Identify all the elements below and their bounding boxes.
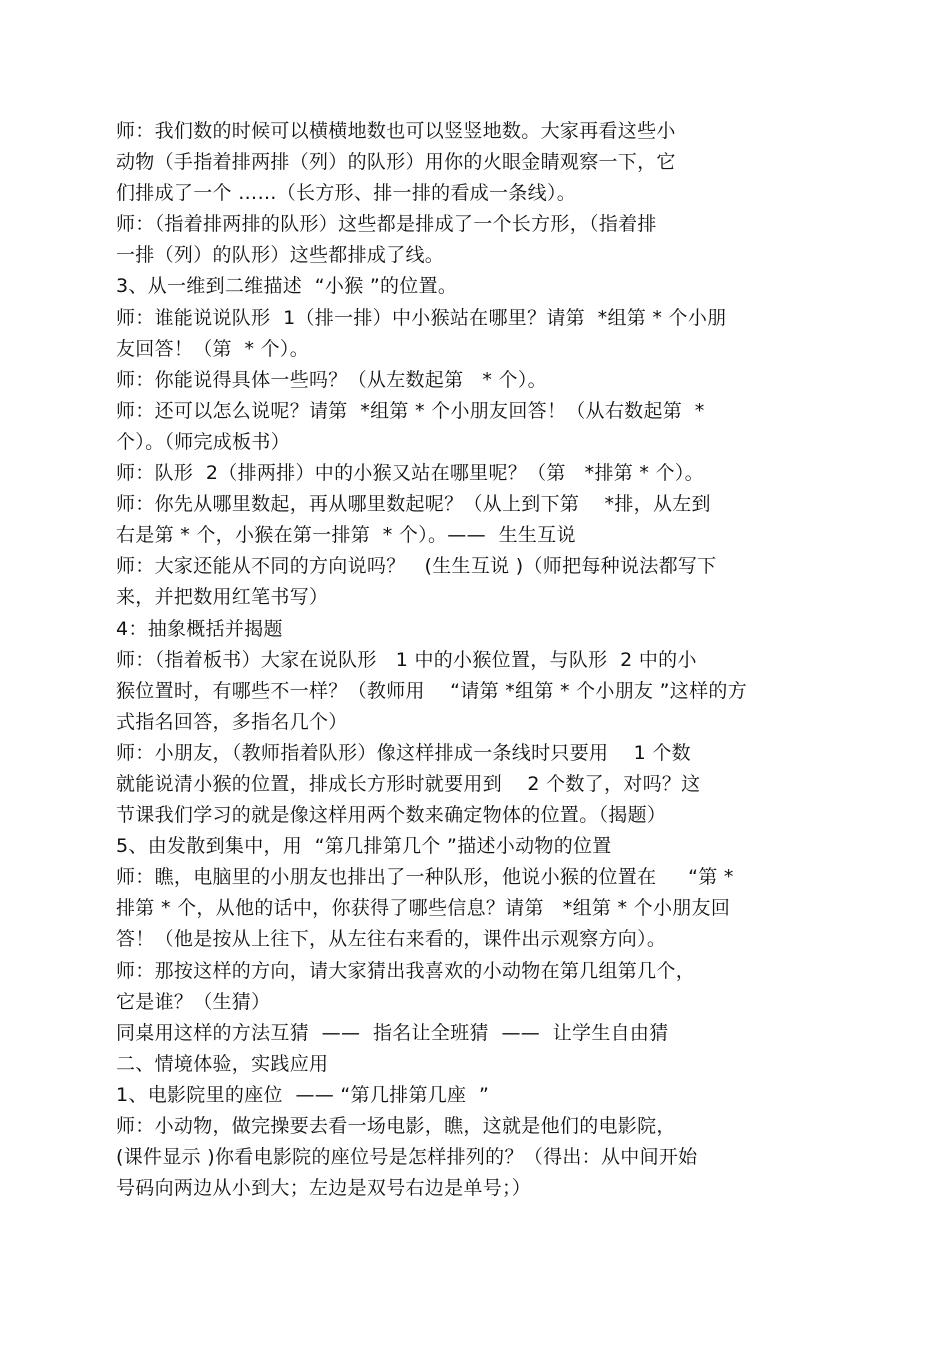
text-line: 猴位置时，有哪些不一样？（教师用 “请第 *组第 * 个小朋友 ”这样的方 — [116, 679, 748, 702]
text-line: 友回答！（第 * 个）。 — [116, 337, 310, 360]
text-line: 师：小动物，做完操要去看一场电影，瞧，这就是他们的电影院， — [116, 1115, 676, 1137]
text-line: 右是第 * 个，小猴在第一排第 * 个）。—— 生生互说 — [116, 524, 576, 547]
text-line: 来，并把数用红笔书写） — [116, 586, 329, 609]
text-line: 师：还可以怎么说呢？请第 *组第 * 个小朋友回答！（从右数起第 * — [116, 399, 705, 422]
text-line: 师：谁能说说队形 1（排一排）中小猴站在哪里？请第 *组第 * 个小朋 — [116, 306, 727, 329]
text-line: 师：小朋友，（教师指着队形）像这样排成一条线时只要用 1 个数 — [116, 741, 691, 764]
text-line: 动物（手指着排两排（列）的队形）用你的火眼金睛观察一下，它 — [116, 151, 676, 174]
text-line: 师：大家还能从不同的方向说吗？ (生生互说 )（师把每种说法都写下 — [116, 555, 717, 578]
text-line: 号码向两边从小到大；左边是双号右边是单号；） — [116, 1177, 532, 1200]
text-line: 师：队形 2（排两排）中的小猴又站在哪里呢？（第 *排第 * 个）。 — [116, 462, 704, 485]
text-line: 答！（他是按从上往下，从左往右来看的，课件出示观察方向）。 — [116, 928, 667, 951]
text-line: 师：那按这样的方向，请大家猜出我喜欢的小动物在第几组第几个， — [116, 959, 696, 982]
document-body — [116, 116, 846, 1204]
text-line: 式指名回答，多指名几个） — [116, 710, 348, 733]
text-line: 就能说清小猴的位置，排成长方形时就要用到 2 个数了，对吗？这 — [116, 772, 701, 795]
section-heading: 5、由发散到集中，用 “第几排第几个 ”描述小动物的位置 — [116, 835, 612, 858]
section-heading: 1、电影院里的座位 —— “第几排第几座 ” — [116, 1083, 490, 1106]
text-line: 排第 * 个，从他的话中，你获得了哪些信息？请第 *组第 * 个小朋友回 — [116, 897, 731, 920]
text-line: 个）。（师完成板书） — [116, 430, 291, 453]
text-line: 师：我们数的时候可以横横地数也可以竖竖地数。大家再看这些小 — [116, 120, 676, 142]
text-line: 师：（指着排两排的队形）这些都是排成了一个长方形，（指着排 — [116, 213, 657, 236]
text-line: 师：你先从哪里数起，再从哪里数起呢？（从上到下第 *排，从左到 — [116, 493, 711, 516]
text-line: 它是谁？（生猜） — [116, 990, 271, 1013]
text-line: (课件显示 )你看电影院的座位号是怎样排列的？（得出：从中间开始 — [116, 1146, 698, 1169]
text-line: 们排成了一个 ……（长方形、排一排的看成一条线）。 — [116, 182, 577, 205]
text-line: 一排（列）的队形）这些都排成了线。 — [116, 244, 445, 267]
text-line: 师：（指着板书）大家在说队形 1 中的小猴位置，与队形 2 中的小 — [116, 648, 697, 671]
text-line: 师：你能说得具体一些吗？（从左数起第 * 个）。 — [116, 368, 547, 391]
text-line: 师：瞧，电脑里的小朋友也排出了一种队形，他说小猴的位置在 “第 * — [116, 866, 734, 889]
section-heading: 3、从一维到二维描述 “小猴 ”的位置。 — [116, 275, 458, 298]
text-line: 节课我们学习的就是像这样用两个数来确定物体的位置。（揭题） — [116, 804, 667, 827]
section-heading: 4：抽象概括并揭题 — [116, 617, 283, 640]
section-heading: 二、情境体验，实践应用 — [116, 1052, 329, 1075]
text-line: 同桌用这样的方法互猜 —— 指名让全班猜 —— 让学生自由猜 — [116, 1021, 669, 1044]
